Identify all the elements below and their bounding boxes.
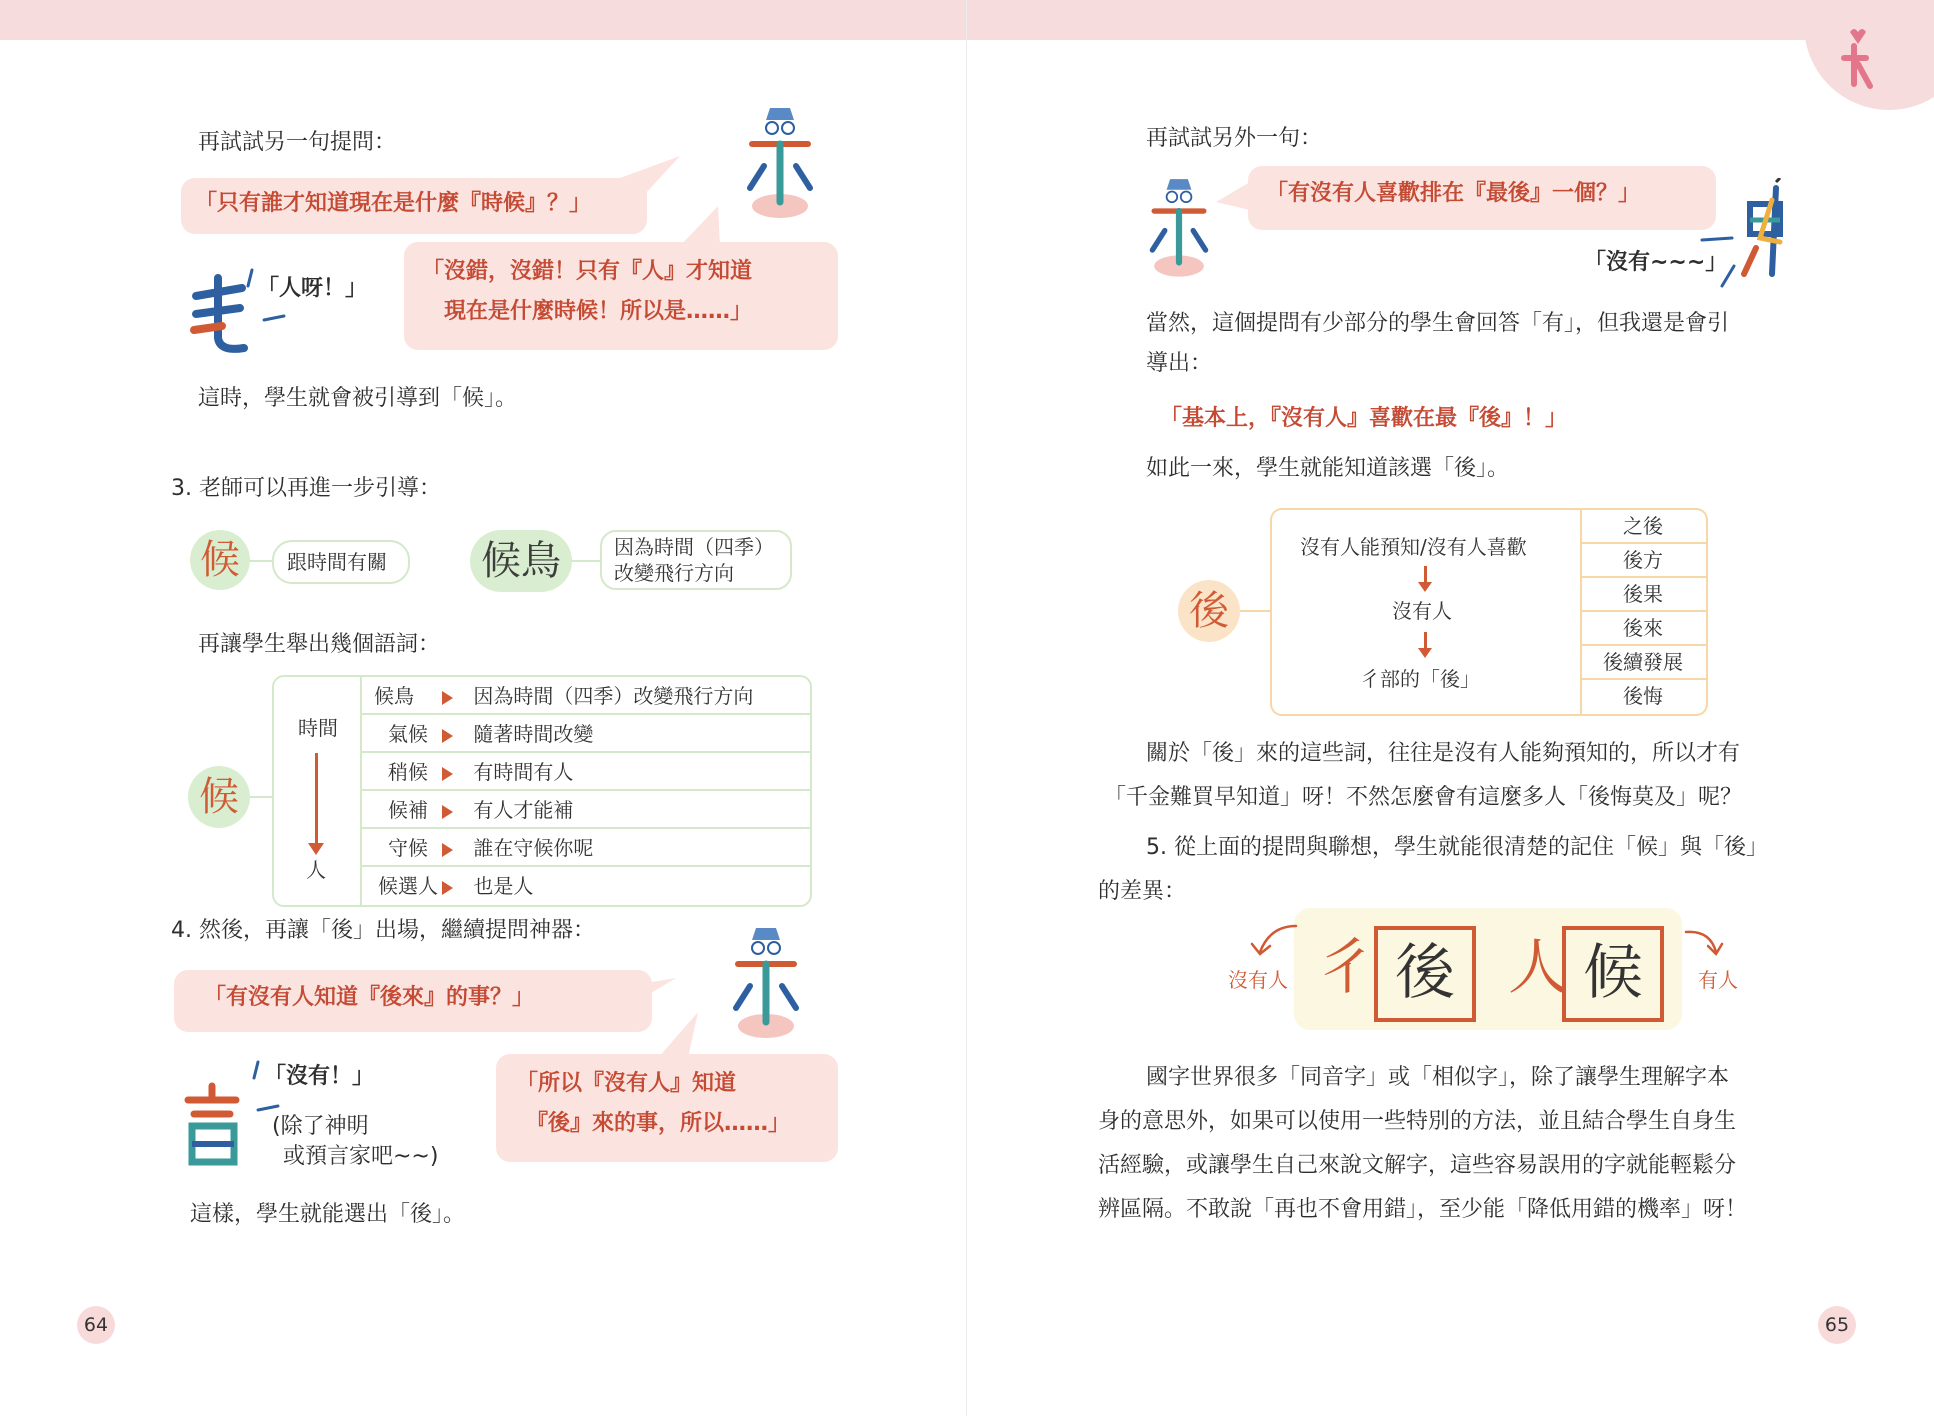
student-character-icon bbox=[1736, 178, 1796, 282]
right-para2-line1: 關於「後」來的這些詞，往往是沒有人能夠預知的，所以才有 bbox=[1146, 741, 1741, 766]
teacher-question-2-text: 「有沒有人知道『後來』的事？」 bbox=[204, 985, 535, 1010]
page-number-left: 64 bbox=[77, 1306, 115, 1344]
teacher-question-text: 「只有誰才知道現在是什麼『時候』？」 bbox=[195, 191, 592, 216]
student-answer-nobody: 「沒有~~~」 bbox=[1584, 250, 1728, 275]
right-question-text: 「有沒有人喜歡排在『最後』一個？」 bbox=[1266, 181, 1641, 206]
right-para3-line3: 活經驗，或讓學生自己來說文解字，這些容易誤用的字就能輕鬆分 bbox=[1098, 1153, 1737, 1178]
row-line bbox=[1580, 542, 1706, 544]
row-word: 候補 bbox=[388, 798, 428, 822]
teacher-reply-bubble bbox=[404, 242, 838, 350]
row-meaning: 有人才能補 bbox=[473, 798, 574, 822]
related-word: 之後 bbox=[1623, 514, 1663, 538]
houniao-chip bbox=[470, 530, 572, 592]
page-number-right: 65 bbox=[1818, 1306, 1856, 1344]
corner-figure-icon bbox=[1840, 24, 1874, 94]
houniao-note-line2: 改變飛行方向 bbox=[614, 561, 734, 585]
row-meaning: 也是人 bbox=[473, 874, 534, 898]
chain-step-2: 沒有人 bbox=[1392, 599, 1452, 623]
arrow-head bbox=[1418, 648, 1432, 658]
teacher-character-icon bbox=[734, 100, 826, 224]
char-back: 後 bbox=[1395, 938, 1455, 1008]
table-top-label: 時間 bbox=[298, 716, 338, 740]
table-row bbox=[388, 721, 593, 747]
row-word: 守候 bbox=[388, 836, 428, 860]
row-word: 候選人 bbox=[378, 874, 438, 898]
related-word: 後方 bbox=[1623, 548, 1663, 572]
hou-char-circle bbox=[190, 530, 250, 590]
houniao-word: 候鳥 bbox=[481, 538, 561, 584]
arrow-right-icon bbox=[442, 881, 453, 895]
teacher-reply-2-line1: 「所以『沒有人』知道 bbox=[516, 1071, 737, 1096]
bubble-tail bbox=[620, 156, 680, 206]
table-hou-char: 候 bbox=[199, 774, 239, 820]
left-words-line: 再讓學生舉出幾個語詞： bbox=[198, 632, 441, 657]
right-para3-line1: 國字世界很多「同音字」或「相似字」，除了讓學生理解字本 bbox=[1146, 1065, 1730, 1090]
curved-arrow-icon bbox=[1684, 928, 1724, 958]
speech-mark-icon bbox=[1698, 232, 1738, 292]
teacher-character-icon bbox=[720, 920, 812, 1044]
teacher-reply-line2: 現在是什麼時候！所以是……」 bbox=[444, 299, 753, 324]
right-result-line: 如此一來，學生就能知道該選「後」。 bbox=[1146, 456, 1510, 481]
step-3-heading: 3. 老師可以再進一步引導： bbox=[171, 476, 441, 501]
row-meaning: 因為時間（四季）改變飛行方向 bbox=[473, 684, 754, 708]
student-aside-line2: 或預言家吧~~) bbox=[283, 1144, 439, 1169]
student-answer-no: 「沒有！」 bbox=[264, 1064, 375, 1089]
arrow-right-icon bbox=[442, 691, 453, 705]
char-back-box bbox=[1374, 926, 1476, 1022]
radical-right: 人 bbox=[1508, 933, 1568, 1003]
row-word: 候鳥 bbox=[374, 684, 414, 708]
table-hou-circle bbox=[188, 766, 250, 828]
houniao-note-line1: 因為時間（四季） bbox=[614, 535, 774, 559]
table-bottom-label: 人 bbox=[306, 858, 326, 882]
right-question-bubble bbox=[1248, 166, 1716, 230]
row-line bbox=[360, 751, 810, 753]
related-word: 後果 bbox=[1623, 582, 1663, 606]
row-line bbox=[360, 865, 810, 867]
word-table bbox=[272, 675, 812, 907]
left-final-line: 這樣，學生就能選出「後」。 bbox=[190, 1202, 466, 1227]
hou-char: 候 bbox=[200, 537, 240, 583]
row-line bbox=[1580, 644, 1706, 646]
teacher-character-icon bbox=[1138, 172, 1220, 282]
row-line bbox=[1580, 678, 1706, 680]
row-line bbox=[360, 827, 810, 829]
time-to-person-arrow bbox=[315, 753, 318, 849]
row-line bbox=[1580, 610, 1706, 612]
right-intro-line: 再試試另外一句： bbox=[1146, 126, 1323, 151]
arrow-right-icon bbox=[442, 805, 453, 819]
compare-left-label: 沒有人 bbox=[1228, 968, 1288, 992]
related-word: 後來 bbox=[1623, 616, 1663, 640]
arrow-right-icon bbox=[442, 843, 453, 857]
curved-arrow-icon bbox=[1250, 922, 1300, 962]
step-5-line1: 5. 從上面的提問與聯想，學生就能很清楚的記住「候」與「後」 bbox=[1146, 835, 1768, 860]
connector bbox=[250, 796, 274, 798]
arrow-head bbox=[1418, 582, 1432, 592]
right-highlight-line: 「基本上，『沒有人』喜歡在最『後』！」 bbox=[1160, 406, 1568, 431]
houniao-note-box bbox=[600, 530, 792, 590]
related-word: 後悔 bbox=[1623, 684, 1663, 708]
char-wait-box bbox=[1562, 926, 1664, 1022]
teacher-question-bubble-2 bbox=[174, 970, 652, 1032]
hou-back-char: 後 bbox=[1189, 588, 1229, 634]
row-word: 稍候 bbox=[388, 760, 428, 784]
right-para2-line2: 「千金難買早知道」呀！不然怎麼會有這麼多人「後悔莫及」呢？ bbox=[1104, 785, 1743, 810]
table-row bbox=[388, 759, 573, 785]
top-band-left bbox=[0, 0, 966, 40]
row-word: 氣候 bbox=[388, 722, 428, 746]
table-row bbox=[378, 873, 533, 899]
connector bbox=[1240, 610, 1272, 612]
chain-step-3: 彳部的「後」 bbox=[1360, 667, 1480, 691]
compare-right-label: 有人 bbox=[1698, 968, 1738, 992]
right-para3-line4: 辨區隔。不敢說「再也不會用錯」，至少能「降低用錯的機率」呀！ bbox=[1098, 1197, 1748, 1222]
left-result-line: 這時，學生就會被引導到「候」。 bbox=[198, 386, 518, 411]
bubble-tail bbox=[1216, 182, 1250, 212]
related-word: 後續發展 bbox=[1603, 650, 1683, 674]
table-row bbox=[388, 797, 573, 823]
table-row bbox=[388, 835, 593, 861]
hou-back-char-circle bbox=[1178, 580, 1240, 642]
student-answer-ren: 「人呀！」 bbox=[257, 276, 368, 301]
arrow-head bbox=[308, 843, 324, 855]
teacher-reply-bubble-2 bbox=[496, 1054, 838, 1162]
connector bbox=[250, 560, 272, 562]
chain-step-1: 沒有人能預知/沒有人喜歡 bbox=[1300, 535, 1527, 559]
row-line bbox=[1580, 576, 1706, 578]
right-para3-line2: 身的意思外，如果可以使用一些特別的方法，並且結合學生自身生 bbox=[1098, 1109, 1737, 1134]
hou-note-box bbox=[272, 540, 410, 584]
row-line bbox=[360, 789, 810, 791]
table-divider bbox=[360, 677, 362, 905]
hou-back-diagram bbox=[1270, 508, 1708, 716]
bubble-tail bbox=[680, 206, 720, 246]
top-band-right bbox=[967, 0, 1934, 40]
page-gutter bbox=[966, 0, 967, 1416]
teacher-reply-line1: 「沒錯，沒錯！只有『人』才知道 bbox=[422, 259, 753, 284]
row-meaning: 隨著時間改變 bbox=[473, 722, 594, 746]
step-4-heading: 4. 然後，再讓「後」出場，繼續提問神器： bbox=[171, 918, 595, 943]
right-para1-line2: 導出： bbox=[1146, 351, 1213, 376]
radical-left: 彳 bbox=[1316, 933, 1376, 1003]
row-meaning: 有時間有人 bbox=[473, 760, 574, 784]
row-meaning: 誰在守候你呢 bbox=[473, 836, 594, 860]
teacher-reply-2-line2: 『後』來的事，所以……」 bbox=[526, 1111, 791, 1136]
char-wait: 候 bbox=[1583, 938, 1643, 1008]
connector bbox=[572, 560, 600, 562]
student-yin-character-icon bbox=[178, 1080, 248, 1170]
row-line bbox=[360, 713, 810, 715]
student-aside-line1: (除了神明 bbox=[272, 1114, 369, 1139]
table-row bbox=[374, 683, 753, 709]
teacher-question-bubble bbox=[181, 178, 647, 234]
arrow-right-icon bbox=[442, 767, 453, 781]
step-5-line2: 的差異： bbox=[1098, 879, 1187, 904]
arrow-right-icon bbox=[442, 729, 453, 743]
right-para1-line1: 當然，這個提問有少部分的學生會回答「有」，但我還是會引 bbox=[1146, 311, 1730, 336]
bubble-tail bbox=[658, 1012, 698, 1058]
left-intro-line: 再試試另一句提問： bbox=[198, 130, 397, 155]
hou-note: 跟時間有關 bbox=[287, 550, 387, 574]
